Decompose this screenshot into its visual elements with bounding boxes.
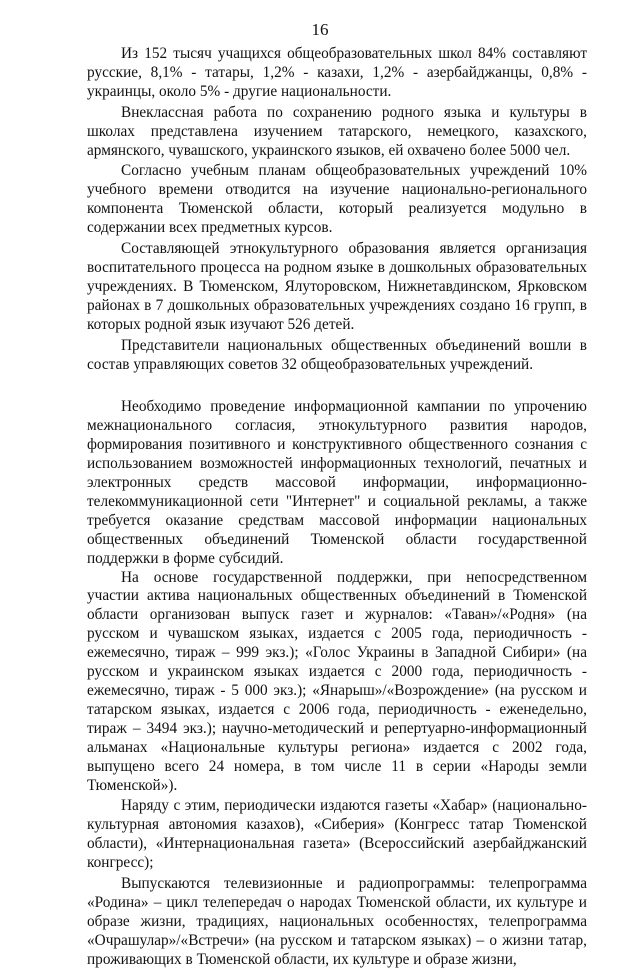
paragraph-newspapers-journals: На основе государственной поддержки, при непосредственном участии актива национальных общественных объединений в Тюменской области организован выпуск газет и журналов: «Таван»/«Родня» (на русском и чувашском языках, издается с 2005 года, периодичность - ежемесячно, тираж – 999 экз.); «Голос Украины в Западной Сибири» (на русском и украинском языках издается с 2000 года, периодичность - ежемесячно, тираж - 5 000 экз.); «Янарыш»/«Возрождение» (на русском и татарском языках, издается с 2006 года, периодичность - еженедельно, тираж – 3494 экз.); научно-методический и репертуарно-информационный альманах «Национальные культуры региона» издается с 2002 года, выпущено всего 24 номера, в том числе 11 в серии «Народы земли Тюменской»). bbox=[87, 568, 587, 794]
paragraph-ethnocultural-education: Составляющей этнокультурного образования является организация воспитательного процесса на родном языке в дошкольных образовательных учреждениях. В Тюменском, Ялуторовском, Нижнетавдинском, Ярковском районах в 7 дошкольных образовательных учреждениях создано 16 групп, в которых родной язык изучают 526 детей. bbox=[87, 240, 587, 333]
paragraph-extracurricular-work: Внеклассная работа по сохранению родного языка и культуры в школах представлена изучением татарского, немецкого, казахского, армянского, чувашского, украинского языков, ей охвачено более 5000 чел. bbox=[87, 103, 587, 159]
paragraph-curriculum-plans: Согласно учебным планам общеобразовательных учреждений 10% учебного времени отводится на изучение национально-регионального компонента Тюменской области, который реализуется модульно в содержании всех предметных курсов. bbox=[87, 162, 587, 237]
paragraph-periodic-newspapers: Наряду с этим, периодически издаются газеты «Хабар» (национально-культурная автономия казахов), «Сиберия» (Конгресс татар Тюменской области), «Интернациональная газета» (Всероссийский азербайджанский конгресс); bbox=[87, 797, 587, 872]
paragraph-tv-radio-programs: Выпускаются телевизионные и радиопрограммы: телепрограмма «Родина» – цикл телепередач о народах Тюменской области, их культуре и образе жизни, традициях, национальных особенностях, телепрограмма «Очрашулар»/«Встречи» (на русском и татарском языках) – о жизни татар, проживающих в Тюменской области, их культуре и образе жизни, bbox=[87, 875, 587, 968]
paragraph-information-campaign: Необходимо проведение информационной кампании по упрочению межнационального согласия, этнокультурного развития народов, формирования позитивного и конструктивного общественного сознания с использованием возможностей информационных технологий, печатных и электронных средств массовой информации, информационно-телекоммуникационной сети "Интернет" и социальной рекламы, а также требуется оказание средствам массовой информации национальных общественных объединений Тюменской области государственной поддержки в форме субсидий. bbox=[87, 398, 587, 567]
page-number: 16 bbox=[311, 20, 329, 39]
paragraph-students-nationality: Из 152 тысяч учащихся общеобразовательных школ 84% составляют русские, 8,1% - татары, 1,2% - казахи, 1,2% - азербайджанцы, 0,8% - украинцы, около 5% - другие национальности. bbox=[87, 45, 587, 100]
paragraph-management-councils: Представители национальных общественных объединений вошли в состав управляющих советов 32 общеобразовательных учреждений. bbox=[87, 336, 587, 373]
document-body bbox=[87, 45, 587, 970]
